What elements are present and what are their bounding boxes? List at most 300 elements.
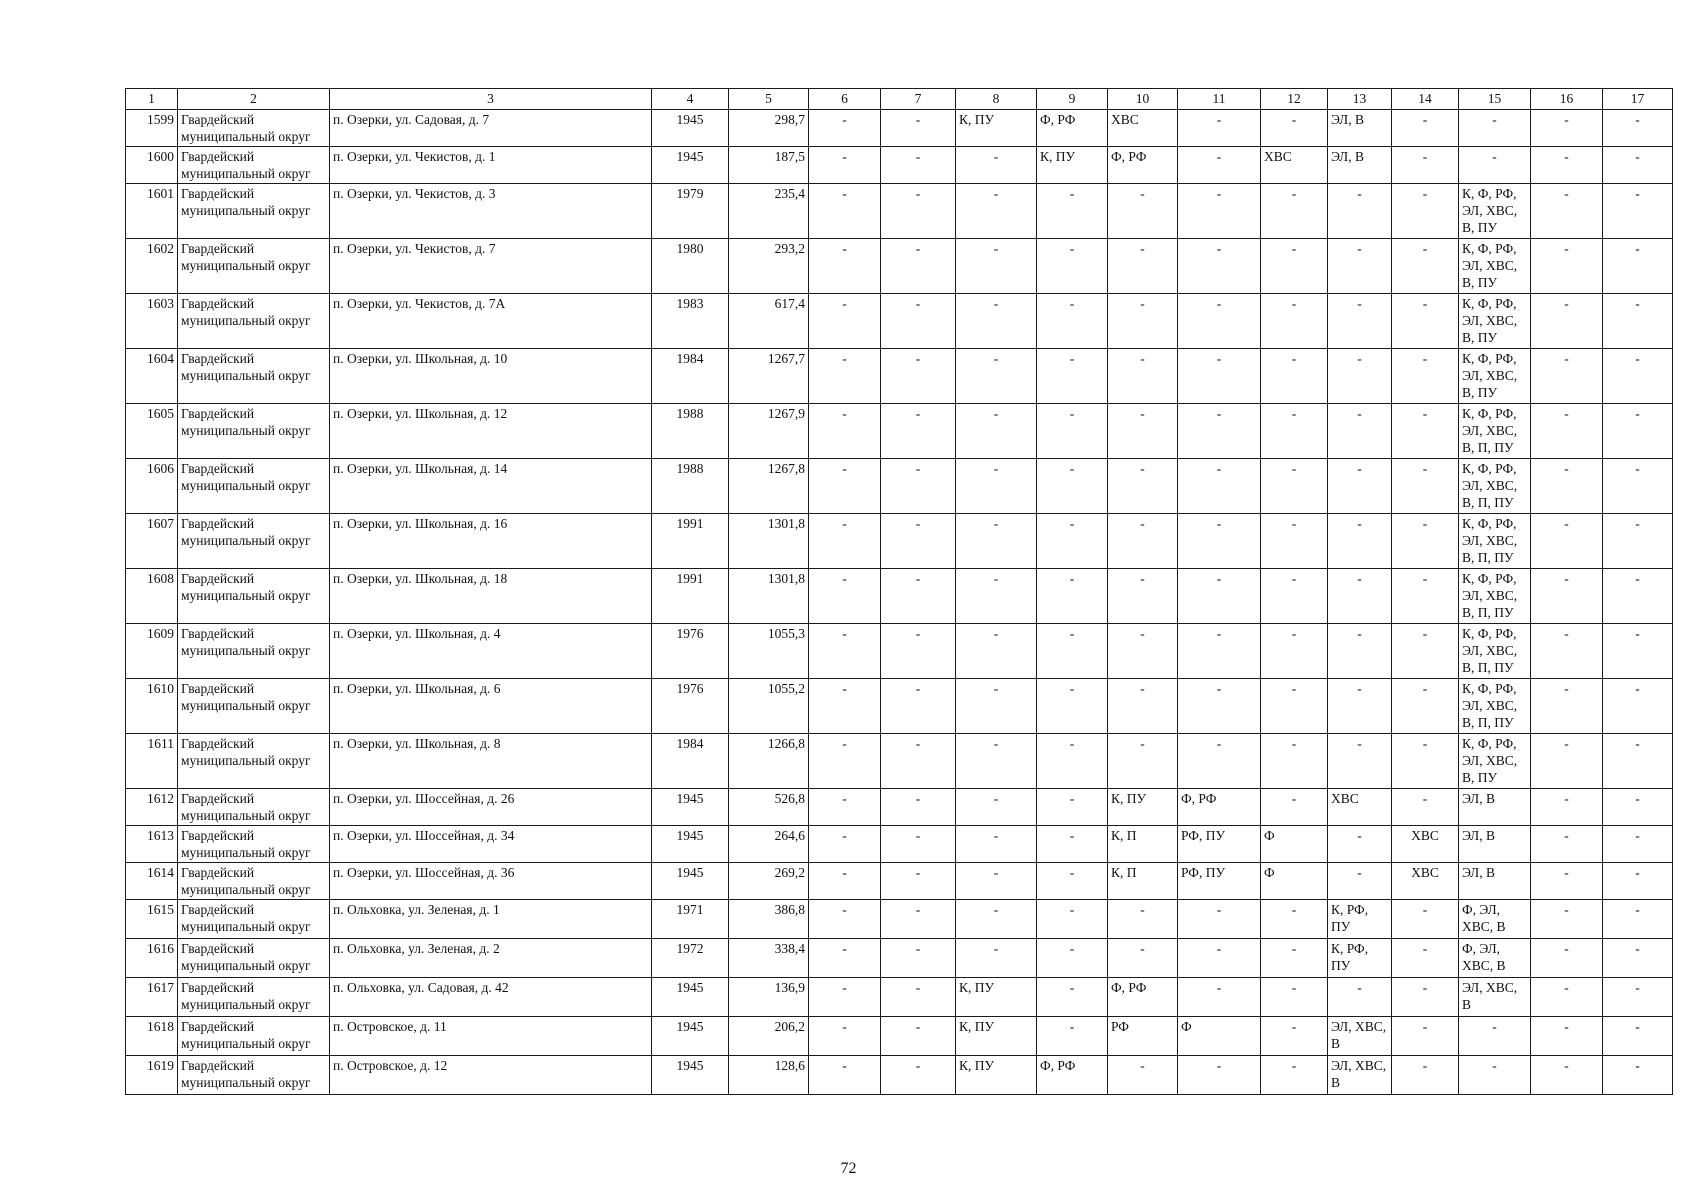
cell-c14: - — [1392, 679, 1459, 734]
cell-area: 1301,8 — [729, 514, 809, 569]
cell-c11: - — [1178, 900, 1261, 939]
cell-c10: - — [1108, 1056, 1178, 1095]
cell-c9: - — [1037, 514, 1108, 569]
cell-c11: РФ, ПУ — [1178, 826, 1261, 863]
cell-c9: - — [1037, 1017, 1108, 1056]
cell-c7: - — [881, 184, 956, 239]
cell-c14: - — [1392, 1017, 1459, 1056]
cell-c13: - — [1328, 514, 1392, 569]
cell-c11: РФ, ПУ — [1178, 863, 1261, 900]
cell-c16: - — [1531, 734, 1603, 789]
cell-c15: - — [1459, 110, 1531, 147]
cell-c7: - — [881, 939, 956, 978]
cell-district: Гвардейский муниципальный округ — [178, 624, 330, 679]
cell-district: Гвардейский муниципальный округ — [178, 734, 330, 789]
cell-c17: - — [1603, 863, 1673, 900]
cell-c11: - — [1178, 939, 1261, 978]
cell-area: 338,4 — [729, 939, 809, 978]
table-row — [126, 349, 1673, 404]
cell-n: 1617 — [126, 978, 178, 1017]
cell-c12: Ф — [1261, 863, 1328, 900]
cell-c9: - — [1037, 294, 1108, 349]
cell-c7: - — [881, 569, 956, 624]
cell-c8: - — [956, 514, 1037, 569]
cell-n: 1615 — [126, 900, 178, 939]
cell-c16: - — [1531, 514, 1603, 569]
cell-c9: - — [1037, 349, 1108, 404]
cell-c9: Ф, РФ — [1037, 1056, 1108, 1095]
cell-year: 1945 — [652, 826, 729, 863]
cell-c14: ХВС — [1392, 863, 1459, 900]
cell-c7: - — [881, 863, 956, 900]
cell-area: 136,9 — [729, 978, 809, 1017]
cell-c16: - — [1531, 110, 1603, 147]
cell-c13: ЭЛ, В — [1328, 147, 1392, 184]
cell-c8: - — [956, 404, 1037, 459]
header-row — [126, 89, 1673, 110]
cell-c6: - — [809, 514, 881, 569]
cell-area: 298,7 — [729, 110, 809, 147]
cell-c7: - — [881, 294, 956, 349]
cell-c7: - — [881, 147, 956, 184]
cell-c8: - — [956, 349, 1037, 404]
cell-year: 1983 — [652, 294, 729, 349]
cell-year: 1988 — [652, 459, 729, 514]
cell-district: Гвардейский муниципальный округ — [178, 1017, 330, 1056]
cell-c8: - — [956, 734, 1037, 789]
cell-area: 526,8 — [729, 789, 809, 826]
cell-c16: - — [1531, 349, 1603, 404]
cell-c15: К, Ф, РФ, ЭЛ, ХВС, В, ПУ — [1459, 184, 1531, 239]
cell-area: 1055,3 — [729, 624, 809, 679]
cell-district: Гвардейский муниципальный округ — [178, 239, 330, 294]
column-header-6: 6 — [809, 89, 881, 110]
cell-c16: - — [1531, 939, 1603, 978]
cell-c9: - — [1037, 679, 1108, 734]
cell-year: 1972 — [652, 939, 729, 978]
cell-c17: - — [1603, 900, 1673, 939]
cell-c6: - — [809, 147, 881, 184]
cell-c10: К, ПУ — [1108, 789, 1178, 826]
cell-year: 1945 — [652, 1017, 729, 1056]
cell-c14: - — [1392, 978, 1459, 1017]
cell-c9: - — [1037, 826, 1108, 863]
column-header-3: 3 — [330, 89, 652, 110]
cell-district: Гвардейский муниципальный округ — [178, 184, 330, 239]
cell-c10: Ф, РФ — [1108, 978, 1178, 1017]
cell-c16: - — [1531, 239, 1603, 294]
cell-district: Гвардейский муниципальный округ — [178, 404, 330, 459]
cell-c11: - — [1178, 294, 1261, 349]
cell-address: п. Озерки, ул. Школьная, д. 8 — [330, 734, 652, 789]
table-row — [126, 863, 1673, 900]
cell-c17: - — [1603, 826, 1673, 863]
cell-c7: - — [881, 110, 956, 147]
cell-c15: ЭЛ, ХВС, В — [1459, 978, 1531, 1017]
cell-c8: - — [956, 294, 1037, 349]
cell-c6: - — [809, 900, 881, 939]
cell-c17: - — [1603, 734, 1673, 789]
cell-c13: - — [1328, 349, 1392, 404]
cell-c13: - — [1328, 734, 1392, 789]
table-row — [126, 184, 1673, 239]
cell-n: 1606 — [126, 459, 178, 514]
cell-c7: - — [881, 624, 956, 679]
column-header-16: 16 — [1531, 89, 1603, 110]
cell-n: 1612 — [126, 789, 178, 826]
table-row — [126, 514, 1673, 569]
cell-n: 1614 — [126, 863, 178, 900]
column-header-14: 14 — [1392, 89, 1459, 110]
cell-c10: - — [1108, 349, 1178, 404]
column-header-8: 8 — [956, 89, 1037, 110]
cell-address: п. Озерки, ул. Шоссейная, д. 26 — [330, 789, 652, 826]
cell-n: 1603 — [126, 294, 178, 349]
cell-c6: - — [809, 863, 881, 900]
cell-address: п. Озерки, ул. Школьная, д. 12 — [330, 404, 652, 459]
cell-c12: - — [1261, 1056, 1328, 1095]
cell-c15: К, Ф, РФ, ЭЛ, ХВС, В, ПУ — [1459, 349, 1531, 404]
cell-district: Гвардейский муниципальный округ — [178, 147, 330, 184]
cell-c13: - — [1328, 978, 1392, 1017]
cell-area: 1266,8 — [729, 734, 809, 789]
cell-address: п. Ольховка, ул. Садовая, д. 42 — [330, 978, 652, 1017]
cell-district: Гвардейский муниципальный округ — [178, 978, 330, 1017]
cell-address: п. Озерки, ул. Чекистов, д. 1 — [330, 147, 652, 184]
cell-district: Гвардейский муниципальный округ — [178, 569, 330, 624]
cell-c6: - — [809, 184, 881, 239]
cell-c15: К, Ф, РФ, ЭЛ, ХВС, В, П, ПУ — [1459, 679, 1531, 734]
cell-c13: - — [1328, 184, 1392, 239]
cell-c14: - — [1392, 294, 1459, 349]
cell-c16: - — [1531, 404, 1603, 459]
cell-c8: - — [956, 789, 1037, 826]
cell-c17: - — [1603, 679, 1673, 734]
cell-area: 187,5 — [729, 147, 809, 184]
cell-c9: Ф, РФ — [1037, 110, 1108, 147]
cell-n: 1605 — [126, 404, 178, 459]
cell-c17: - — [1603, 147, 1673, 184]
cell-c17: - — [1603, 978, 1673, 1017]
cell-c14: - — [1392, 184, 1459, 239]
cell-c9: - — [1037, 184, 1108, 239]
cell-c8: - — [956, 624, 1037, 679]
cell-c9: - — [1037, 734, 1108, 789]
cell-year: 1976 — [652, 624, 729, 679]
column-header-13: 13 — [1328, 89, 1392, 110]
cell-c12: - — [1261, 514, 1328, 569]
cell-c6: - — [809, 1056, 881, 1095]
table-row — [126, 294, 1673, 349]
cell-address: п. Озерки, ул. Школьная, д. 16 — [330, 514, 652, 569]
cell-c7: - — [881, 514, 956, 569]
table-row — [126, 789, 1673, 826]
cell-area: 235,4 — [729, 184, 809, 239]
cell-c11: - — [1178, 239, 1261, 294]
page-number: 72 — [840, 1160, 857, 1177]
cell-c14: - — [1392, 939, 1459, 978]
cell-c9: - — [1037, 459, 1108, 514]
cell-c8: К, ПУ — [956, 110, 1037, 147]
cell-c12: - — [1261, 939, 1328, 978]
cell-c6: - — [809, 239, 881, 294]
cell-c12: - — [1261, 900, 1328, 939]
cell-c9: - — [1037, 978, 1108, 1017]
cell-year: 1984 — [652, 734, 729, 789]
cell-c12: - — [1261, 404, 1328, 459]
cell-c12: - — [1261, 679, 1328, 734]
cell-c8: - — [956, 569, 1037, 624]
cell-c14: - — [1392, 239, 1459, 294]
cell-n: 1600 — [126, 147, 178, 184]
table-row — [126, 939, 1673, 978]
cell-n: 1616 — [126, 939, 178, 978]
cell-c7: - — [881, 239, 956, 294]
table-row — [126, 1056, 1673, 1095]
cell-c13: - — [1328, 404, 1392, 459]
cell-c14: - — [1392, 624, 1459, 679]
cell-c9: - — [1037, 789, 1108, 826]
cell-c14: - — [1392, 734, 1459, 789]
cell-c15: Ф, ЭЛ, ХВС, В — [1459, 900, 1531, 939]
cell-c14: - — [1392, 1056, 1459, 1095]
cell-c11: - — [1178, 349, 1261, 404]
cell-area: 264,6 — [729, 826, 809, 863]
cell-c11: - — [1178, 514, 1261, 569]
cell-year: 1971 — [652, 900, 729, 939]
cell-c10: - — [1108, 459, 1178, 514]
cell-c10: - — [1108, 239, 1178, 294]
cell-year: 1945 — [652, 863, 729, 900]
cell-c14: - — [1392, 349, 1459, 404]
cell-district: Гвардейский муниципальный округ — [178, 789, 330, 826]
cell-c15: К, Ф, РФ, ЭЛ, ХВС, В, П, ПУ — [1459, 569, 1531, 624]
cell-c7: - — [881, 1056, 956, 1095]
cell-c16: - — [1531, 1017, 1603, 1056]
cell-c15: - — [1459, 1017, 1531, 1056]
cell-n: 1602 — [126, 239, 178, 294]
cell-address: п. Озерки, ул. Садовая, д. 7 — [330, 110, 652, 147]
cell-c13: ЭЛ, ХВС, В — [1328, 1056, 1392, 1095]
cell-c15: К, Ф, РФ, ЭЛ, ХВС, В, П, ПУ — [1459, 514, 1531, 569]
table-row — [126, 404, 1673, 459]
cell-c17: - — [1603, 294, 1673, 349]
cell-c11: Ф, РФ — [1178, 789, 1261, 826]
cell-c11: Ф — [1178, 1017, 1261, 1056]
column-header-17: 17 — [1603, 89, 1673, 110]
cell-district: Гвардейский муниципальный округ — [178, 294, 330, 349]
cell-address: п. Озерки, ул. Шоссейная, д. 34 — [330, 826, 652, 863]
cell-c16: - — [1531, 863, 1603, 900]
cell-c9: К, ПУ — [1037, 147, 1108, 184]
cell-address: п. Озерки, ул. Школьная, д. 4 — [330, 624, 652, 679]
cell-address: п. Озерки, ул. Школьная, д. 6 — [330, 679, 652, 734]
cell-area: 1301,8 — [729, 569, 809, 624]
cell-c10: К, П — [1108, 863, 1178, 900]
table-row — [126, 826, 1673, 863]
cell-c6: - — [809, 789, 881, 826]
cell-c10: - — [1108, 679, 1178, 734]
cell-district: Гвардейский муниципальный округ — [178, 349, 330, 404]
cell-c16: - — [1531, 294, 1603, 349]
column-header-4: 4 — [652, 89, 729, 110]
cell-n: 1607 — [126, 514, 178, 569]
cell-area: 293,2 — [729, 239, 809, 294]
column-header-5: 5 — [729, 89, 809, 110]
cell-address: п. Ольховка, ул. Зеленая, д. 1 — [330, 900, 652, 939]
cell-c17: - — [1603, 459, 1673, 514]
cell-c15: К, Ф, РФ, ЭЛ, ХВС, В, П, ПУ — [1459, 459, 1531, 514]
cell-c11: - — [1178, 569, 1261, 624]
cell-address: п. Озерки, ул. Чекистов, д. 3 — [330, 184, 652, 239]
cell-c9: - — [1037, 239, 1108, 294]
table-row — [126, 239, 1673, 294]
cell-address: п. Островское, д. 12 — [330, 1056, 652, 1095]
cell-c11: - — [1178, 110, 1261, 147]
cell-n: 1611 — [126, 734, 178, 789]
cell-year: 1980 — [652, 239, 729, 294]
cell-district: Гвардейский муниципальный округ — [178, 863, 330, 900]
cell-c17: - — [1603, 514, 1673, 569]
cell-c17: - — [1603, 569, 1673, 624]
register-table — [125, 88, 1673, 1095]
cell-c17: - — [1603, 789, 1673, 826]
cell-c12: - — [1261, 110, 1328, 147]
column-header-10: 10 — [1108, 89, 1178, 110]
cell-c6: - — [809, 679, 881, 734]
cell-c12: Ф — [1261, 826, 1328, 863]
cell-c13: - — [1328, 294, 1392, 349]
cell-c12: - — [1261, 294, 1328, 349]
cell-c8: - — [956, 239, 1037, 294]
cell-address: п. Ольховка, ул. Зеленая, д. 2 — [330, 939, 652, 978]
cell-district: Гвардейский муниципальный округ — [178, 679, 330, 734]
cell-c17: - — [1603, 349, 1673, 404]
cell-c12: - — [1261, 184, 1328, 239]
cell-c17: - — [1603, 239, 1673, 294]
cell-c9: - — [1037, 939, 1108, 978]
cell-c7: - — [881, 404, 956, 459]
cell-year: 1976 — [652, 679, 729, 734]
cell-c7: - — [881, 1017, 956, 1056]
table-row — [126, 900, 1673, 939]
cell-c13: - — [1328, 863, 1392, 900]
cell-district: Гвардейский муниципальный округ — [178, 514, 330, 569]
cell-c13: ХВС — [1328, 789, 1392, 826]
cell-c17: - — [1603, 624, 1673, 679]
cell-year: 1991 — [652, 514, 729, 569]
cell-c15: - — [1459, 1056, 1531, 1095]
cell-c10: - — [1108, 184, 1178, 239]
cell-c17: - — [1603, 110, 1673, 147]
cell-c16: - — [1531, 569, 1603, 624]
cell-c11: - — [1178, 1056, 1261, 1095]
table-row — [126, 679, 1673, 734]
cell-c12: - — [1261, 569, 1328, 624]
cell-c12: - — [1261, 978, 1328, 1017]
table-row — [126, 978, 1673, 1017]
table-header — [126, 89, 1673, 110]
register-table-container — [125, 88, 1672, 1095]
cell-address: п. Озерки, ул. Чекистов, д. 7А — [330, 294, 652, 349]
cell-c16: - — [1531, 900, 1603, 939]
cell-c7: - — [881, 900, 956, 939]
cell-c10: - — [1108, 624, 1178, 679]
cell-c10: К, П — [1108, 826, 1178, 863]
cell-c14: ХВС — [1392, 826, 1459, 863]
cell-c10: - — [1108, 569, 1178, 624]
cell-n: 1608 — [126, 569, 178, 624]
cell-c9: - — [1037, 863, 1108, 900]
cell-c6: - — [809, 349, 881, 404]
cell-c13: - — [1328, 826, 1392, 863]
cell-c6: - — [809, 826, 881, 863]
cell-c8: К, ПУ — [956, 978, 1037, 1017]
cell-c7: - — [881, 789, 956, 826]
column-header-15: 15 — [1459, 89, 1531, 110]
cell-c16: - — [1531, 789, 1603, 826]
cell-c16: - — [1531, 184, 1603, 239]
cell-c13: - — [1328, 624, 1392, 679]
cell-c16: - — [1531, 624, 1603, 679]
cell-year: 1988 — [652, 404, 729, 459]
cell-c10: - — [1108, 404, 1178, 459]
cell-district: Гвардейский муниципальный округ — [178, 900, 330, 939]
table-row — [126, 569, 1673, 624]
table-row — [126, 110, 1673, 147]
column-header-11: 11 — [1178, 89, 1261, 110]
cell-c12: ХВС — [1261, 147, 1328, 184]
cell-n: 1619 — [126, 1056, 178, 1095]
cell-c15: ЭЛ, В — [1459, 789, 1531, 826]
cell-address: п. Озерки, ул. Школьная, д. 10 — [330, 349, 652, 404]
cell-c7: - — [881, 349, 956, 404]
column-header-7: 7 — [881, 89, 956, 110]
cell-address: п. Озерки, ул. Школьная, д. 14 — [330, 459, 652, 514]
cell-year: 1945 — [652, 110, 729, 147]
cell-n: 1610 — [126, 679, 178, 734]
cell-c11: - — [1178, 404, 1261, 459]
cell-n: 1618 — [126, 1017, 178, 1056]
cell-district: Гвардейский муниципальный округ — [178, 110, 330, 147]
cell-area: 1267,8 — [729, 459, 809, 514]
cell-year: 1945 — [652, 147, 729, 184]
cell-c15: К, Ф, РФ, ЭЛ, ХВС, В, П, ПУ — [1459, 624, 1531, 679]
cell-c14: - — [1392, 789, 1459, 826]
cell-c7: - — [881, 734, 956, 789]
cell-c10: - — [1108, 514, 1178, 569]
cell-c14: - — [1392, 147, 1459, 184]
cell-c11: - — [1178, 679, 1261, 734]
cell-c8: - — [956, 826, 1037, 863]
cell-c6: - — [809, 624, 881, 679]
cell-district: Гвардейский муниципальный округ — [178, 459, 330, 514]
cell-c7: - — [881, 679, 956, 734]
cell-c11: - — [1178, 184, 1261, 239]
column-header-2: 2 — [178, 89, 330, 110]
cell-district: Гвардейский муниципальный округ — [178, 826, 330, 863]
cell-c13: ЭЛ, В — [1328, 110, 1392, 147]
cell-c8: - — [956, 939, 1037, 978]
cell-c9: - — [1037, 569, 1108, 624]
cell-c6: - — [809, 939, 881, 978]
cell-c11: - — [1178, 734, 1261, 789]
cell-c15: К, Ф, РФ, ЭЛ, ХВС, В, П, ПУ — [1459, 404, 1531, 459]
cell-c11: - — [1178, 978, 1261, 1017]
cell-c16: - — [1531, 147, 1603, 184]
cell-area: 1267,9 — [729, 404, 809, 459]
cell-c12: - — [1261, 624, 1328, 679]
